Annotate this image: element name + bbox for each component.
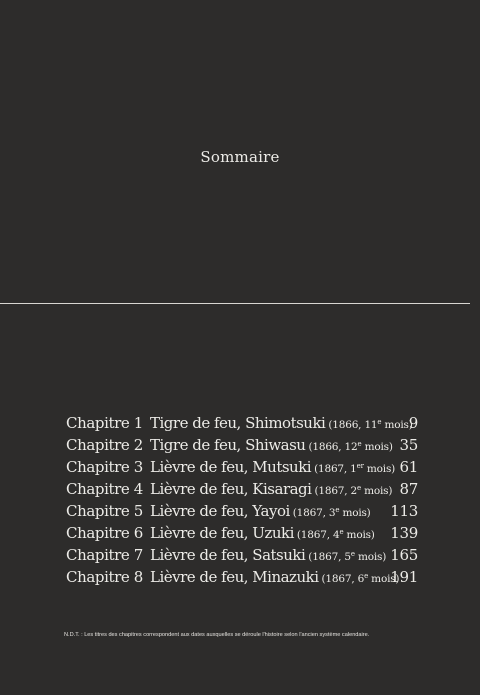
chapter-title — [150, 414, 413, 432]
toc-row-chapter-4 — [66, 480, 420, 502]
chapter-date-main: (1866, 11 — [328, 419, 378, 431]
chapter-name: Lièvre de feu, Satsuki — [150, 546, 306, 564]
chapter-name: Lièvre de feu, Mutsuki — [150, 458, 312, 476]
chapter-page-number: 61 — [399, 458, 418, 476]
translator-note: N.D.T. : Les titres des chapitres correspondent aux dates auxquelles se déroule l'histoire selon l'ancien système calendaire. — [64, 632, 370, 638]
chapter-date-end: mois) — [361, 441, 393, 453]
chapter-title — [150, 436, 393, 454]
chapter-date-main: (1867, 3 — [292, 507, 336, 519]
chapter-date — [308, 441, 392, 453]
chapter-page-number: 87 — [399, 480, 418, 498]
chapter-label: Chapitre 6 — [66, 524, 143, 542]
chapter-name: Lièvre de feu, Minazuki — [150, 568, 319, 586]
chapter-date-main: (1867, 1 — [314, 463, 357, 475]
chapter-date — [314, 485, 392, 497]
chapter-date-superscript: e — [335, 506, 340, 514]
chapter-name: Lièvre de feu, Uzuki — [150, 524, 294, 542]
toc-row-chapter-1 — [66, 414, 420, 436]
chapter-date-end: mois) — [354, 551, 387, 563]
chapter-label: Chapitre 5 — [66, 502, 143, 520]
chapter-date-superscript: e — [357, 440, 362, 448]
chapter-title — [150, 502, 371, 520]
chapter-label: Chapitre 3 — [66, 458, 143, 476]
chapter-date-superscript: er — [356, 462, 364, 470]
chapter-date-main: (1867, 5 — [308, 551, 351, 563]
toc-row-chapter-3 — [66, 458, 420, 480]
chapter-page-number: 165 — [390, 546, 418, 564]
chapter-date — [308, 551, 386, 563]
chapter-name: Lièvre de feu, Kisaragi — [150, 480, 312, 498]
chapter-date-superscript: e — [364, 572, 369, 580]
chapter-page-number: 139 — [390, 524, 418, 542]
chapter-date-main: (1866, 12 — [308, 441, 358, 453]
chapter-page-number: 113 — [390, 502, 418, 520]
chapter-date-end: mois) — [339, 507, 371, 519]
chapter-date-superscript: e — [357, 484, 361, 492]
chapter-name: Tigre de feu, Shiwasu — [150, 436, 306, 454]
chapter-label: Chapitre 2 — [66, 436, 143, 454]
chapter-date-end: mois) — [381, 419, 413, 431]
table-of-contents — [66, 414, 420, 590]
toc-row-chapter-6 — [66, 524, 420, 546]
chapter-label: Chapitre 7 — [66, 546, 143, 564]
chapter-date — [314, 463, 395, 475]
chapter-title — [150, 458, 395, 476]
chapter-page-number: 9 — [408, 414, 418, 432]
chapter-page-number: 35 — [399, 436, 418, 454]
chapter-label: Chapitre 1 — [66, 414, 143, 432]
chapter-name: Lièvre de feu, Yayoi — [150, 502, 290, 520]
toc-row-chapter-5 — [66, 502, 420, 524]
chapter-page-number: 191 — [390, 568, 418, 586]
toc-row-chapter-2 — [66, 436, 420, 458]
chapter-date-end: mois) — [363, 463, 396, 475]
divider-rule — [0, 303, 470, 304]
chapter-date-main: (1867, 4 — [296, 529, 340, 541]
toc-row-chapter-7 — [66, 546, 420, 568]
chapter-title — [150, 480, 392, 498]
chapter-date — [328, 419, 412, 431]
chapter-label: Chapitre 8 — [66, 568, 143, 586]
chapter-date-main: (1867, 2 — [314, 485, 358, 497]
chapter-date-end: mois) — [368, 573, 400, 585]
chapter-date-main: (1867, 6 — [321, 573, 365, 585]
chapter-date — [297, 529, 375, 541]
toc-row-chapter-8 — [66, 568, 420, 590]
chapter-date-end: mois) — [361, 485, 393, 497]
chapter-date-end: mois) — [343, 529, 375, 541]
chapter-date — [293, 507, 371, 519]
chapter-date — [322, 573, 400, 585]
chapter-title — [150, 524, 375, 542]
chapter-date-superscript: e — [339, 528, 344, 536]
chapter-date-superscript: e — [377, 418, 382, 426]
chapter-name: Tigre de feu, Shimotsuki — [150, 414, 326, 432]
chapter-title — [150, 546, 386, 564]
chapter-date-superscript: e — [350, 550, 355, 558]
chapter-title — [150, 568, 399, 586]
page-title: Sommaire — [200, 148, 280, 166]
chapter-label: Chapitre 4 — [66, 480, 143, 498]
